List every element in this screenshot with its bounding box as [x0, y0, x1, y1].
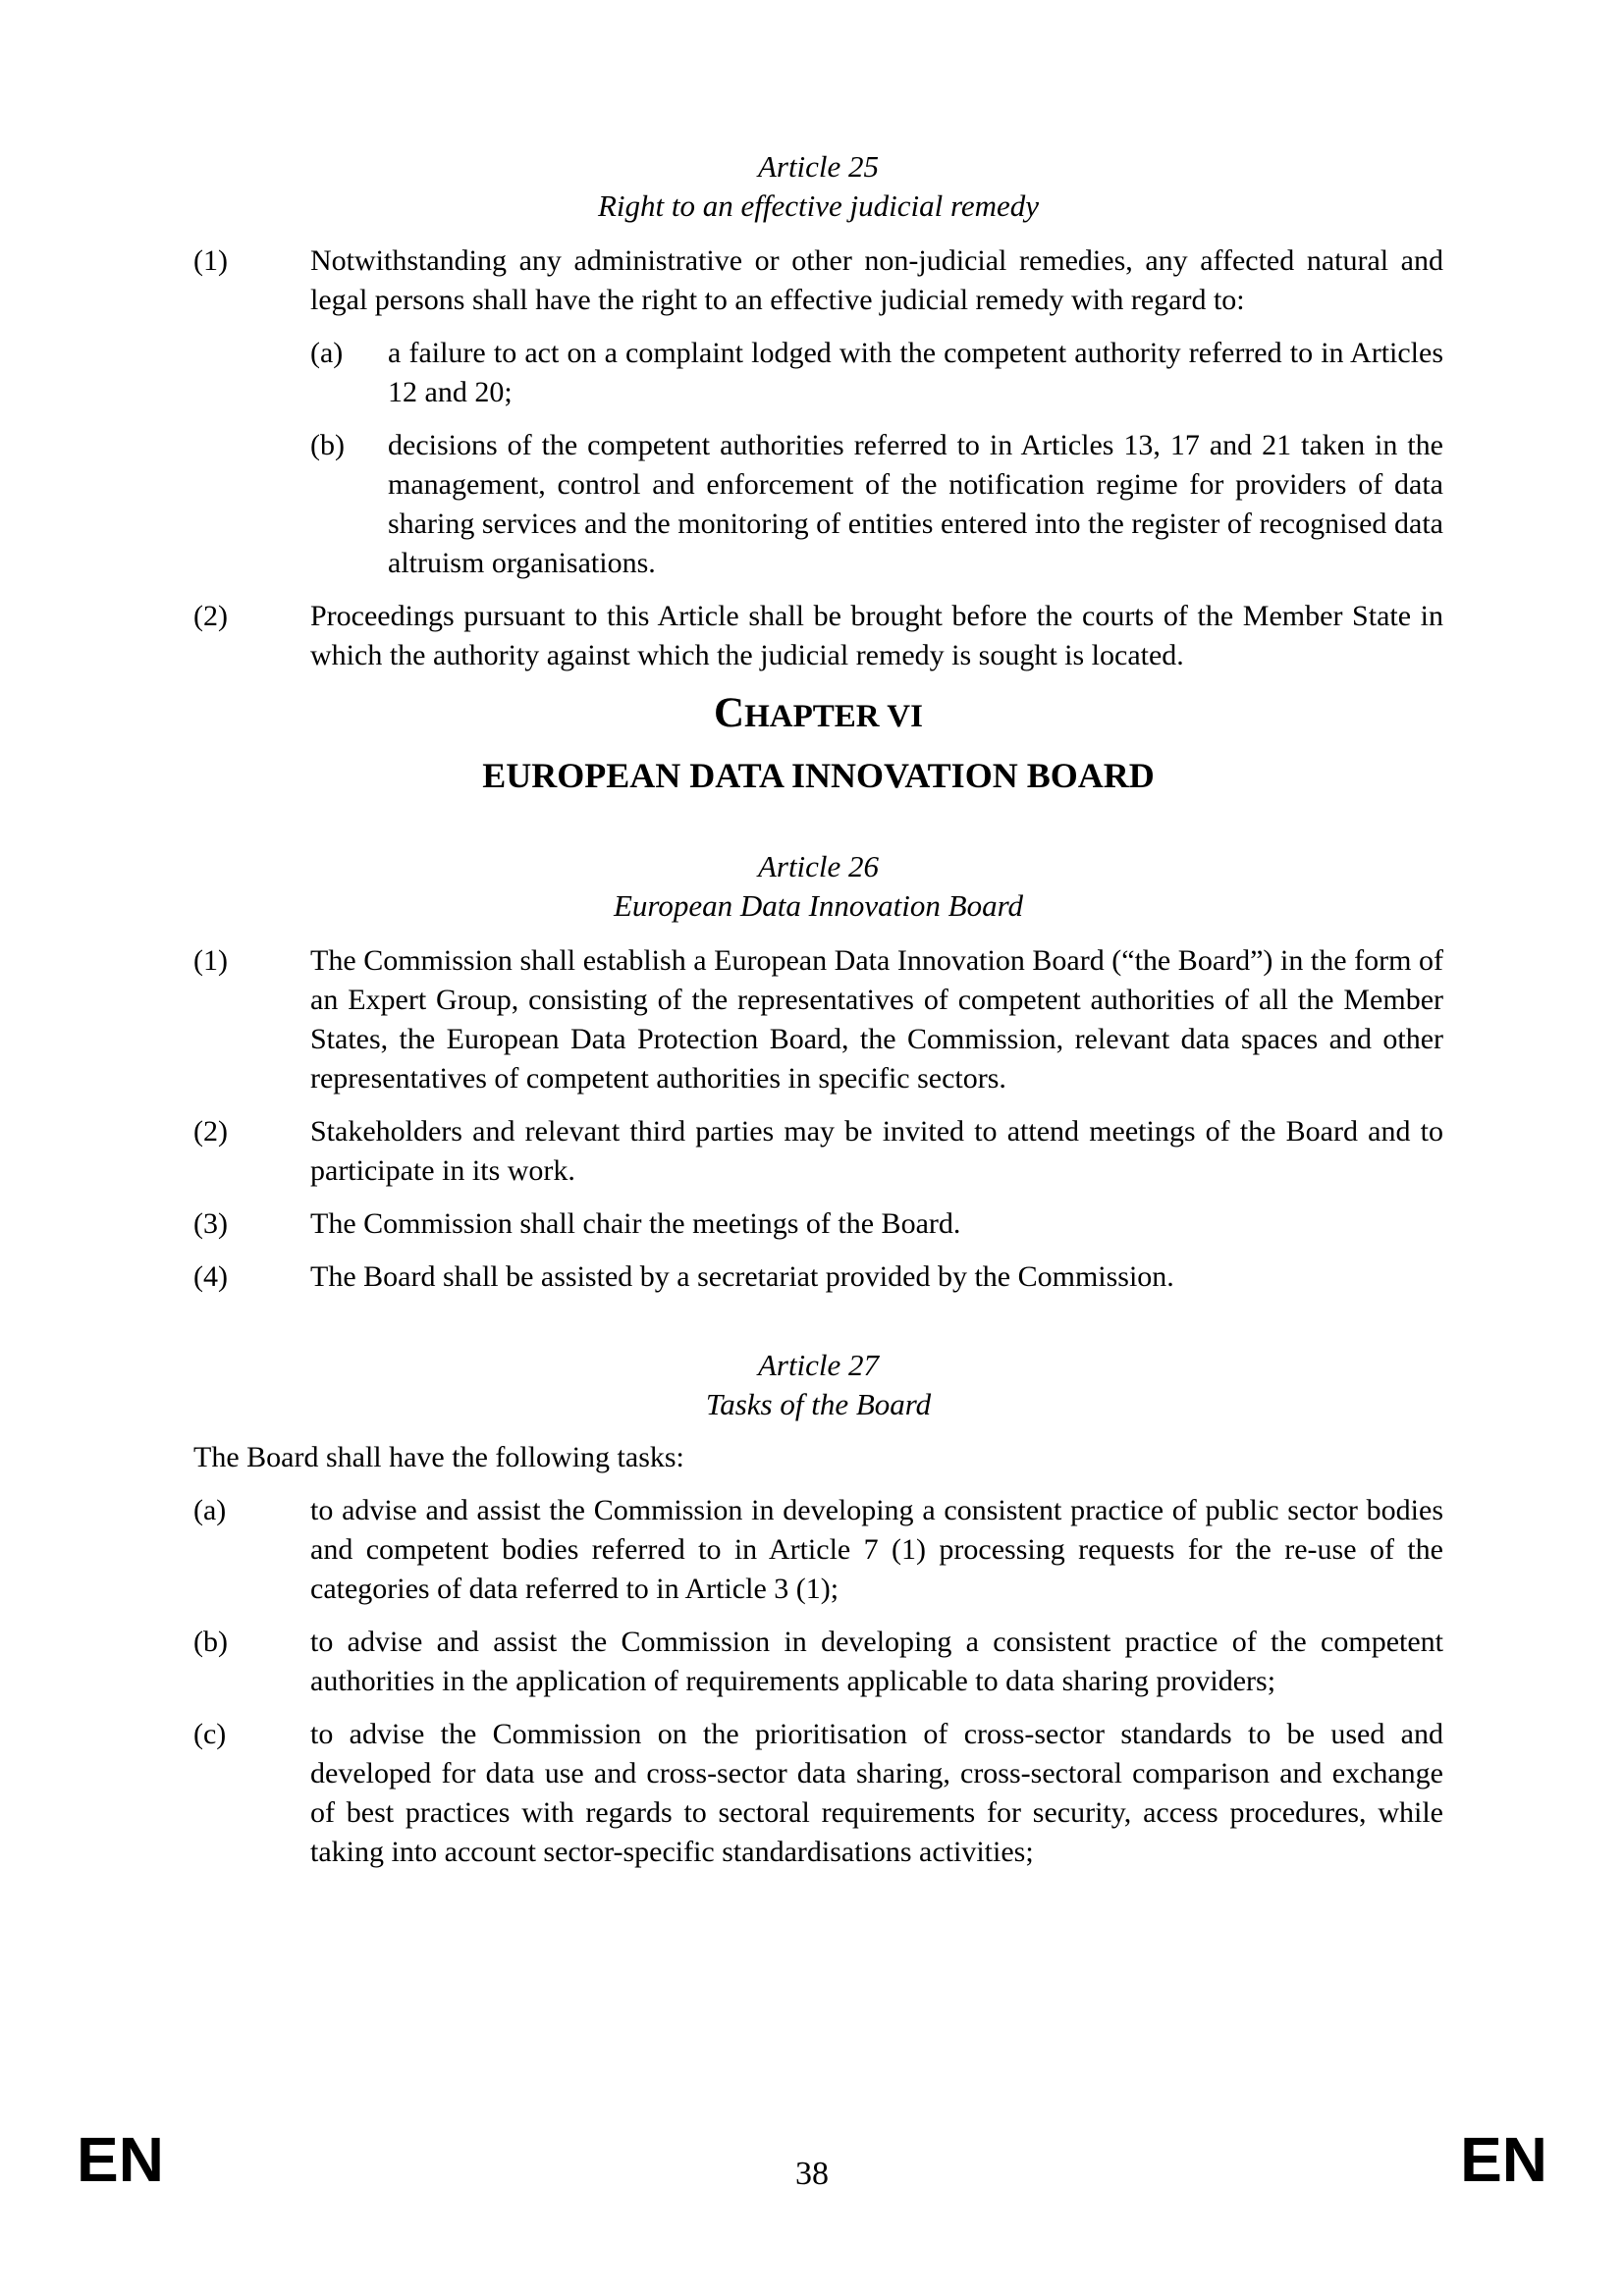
article-27-number: Article 27	[757, 1348, 880, 1382]
subitem-text: to advise the Commission on the prioritisation of cross-sector standards to be used and developed for data use and cross-sector data sharing, cross-sectoral comparison and exchange of best practices with regards to sectoral requirements for security, access procedures, while taking into account sector-specific standardisations activities;	[310, 1718, 1443, 1868]
footer-language-left: EN	[77, 2124, 164, 2195]
paragraph-25-1	[193, 241, 1624, 320]
subitem-text: to advise and assist the Commission in developing a consistent practice of the competent authorities in the application of requirements applicable to data sharing providers;	[310, 1626, 1443, 1697]
subitem-25-1a	[310, 334, 1624, 412]
chapter-number-rest: HAPTER VI	[744, 699, 923, 734]
chapter-number-initial: C	[714, 690, 745, 736]
article-25-number: Article 25	[757, 149, 880, 184]
article-26-title: European Data Innovation Board	[613, 888, 1024, 923]
paragraph-number: (2)	[193, 1115, 228, 1148]
subitem-27-a	[193, 1491, 1624, 1609]
subitem-letter: (b)	[310, 429, 345, 461]
footer-language-right: EN	[1460, 2124, 1547, 2195]
article-26-number: Article 26	[757, 849, 880, 883]
subitem-letter: (a)	[310, 337, 344, 369]
subitem-letter: (b)	[193, 1626, 228, 1658]
paragraph-number: (1)	[193, 944, 228, 977]
paragraph-26-1	[193, 941, 1624, 1098]
paragraph-text: The Commission shall establish a European Data Innovation Board (“the Board”) in the form of an Expert Group, consisting of the representatives of competent authorities of all the Member States, the European Data Protection Board, the Commission, relevant data spaces and other representatives of competent authorities in specific sectors.	[310, 944, 1443, 1095]
subitem-text: decisions of the competent authorities referred to in Articles 13, 17 and 21 taken in the management, control and enforcement of the notification regime for providers of data sharing services and the monitoring of entities entered into the register of recognised data altruism organisations.	[388, 429, 1443, 579]
paragraph-number: (2)	[193, 600, 228, 632]
subitem-25-1b	[310, 426, 1624, 583]
article-27-intro: The Board shall have the following tasks:	[193, 1441, 684, 1473]
paragraph-number: (3)	[193, 1207, 228, 1240]
subitem-text: to advise and assist the Commission in developing a consistent practice of public sector bodies and competent bodies referred to in Article 7 (1) processing requests for the re-use of the categories of data referred to in Article 3 (1);	[310, 1494, 1443, 1605]
subitem-text: a failure to act on a complaint lodged with the competent authority referred to in Articles 12 and 20;	[388, 337, 1443, 408]
paragraph-number: (1)	[193, 244, 228, 277]
paragraph-25-2	[193, 597, 1624, 675]
chapter-title: EUROPEAN DATA INNOVATION BOARD	[482, 756, 1155, 795]
paragraph-number: (4)	[193, 1260, 228, 1293]
page-number: 38	[795, 2156, 829, 2192]
article-27-title: Tasks of the Board	[705, 1387, 932, 1421]
paragraph-text: The Board shall be assisted by a secretariat provided by the Commission.	[310, 1260, 1174, 1293]
paragraph-26-3	[193, 1204, 1624, 1244]
paragraph-text: Proceedings pursuant to this Article shall be brought before the courts of the Member State in which the authority against which the judicial remedy is sought is located.	[310, 600, 1443, 671]
subitem-27-b	[193, 1623, 1624, 1701]
paragraph-text: Notwithstanding any administrative or other non-judicial remedies, any affected natural and legal persons shall have the right to an effective judicial remedy with regard to:	[310, 244, 1443, 316]
subitem-27-c	[193, 1715, 1624, 1872]
subitem-letter: (a)	[193, 1494, 227, 1526]
article-25-title: Right to an effective judicial remedy	[597, 188, 1040, 223]
subitem-letter: (c)	[193, 1718, 227, 1750]
paragraph-text: Stakeholders and relevant third parties may be invited to attend meetings of the Board and to participate in its work.	[310, 1115, 1443, 1187]
paragraph-26-4	[193, 1257, 1624, 1297]
chapter-number	[193, 689, 1443, 741]
paragraph-text: The Commission shall chair the meetings of the Board.	[310, 1207, 961, 1240]
paragraph-26-2	[193, 1112, 1624, 1191]
